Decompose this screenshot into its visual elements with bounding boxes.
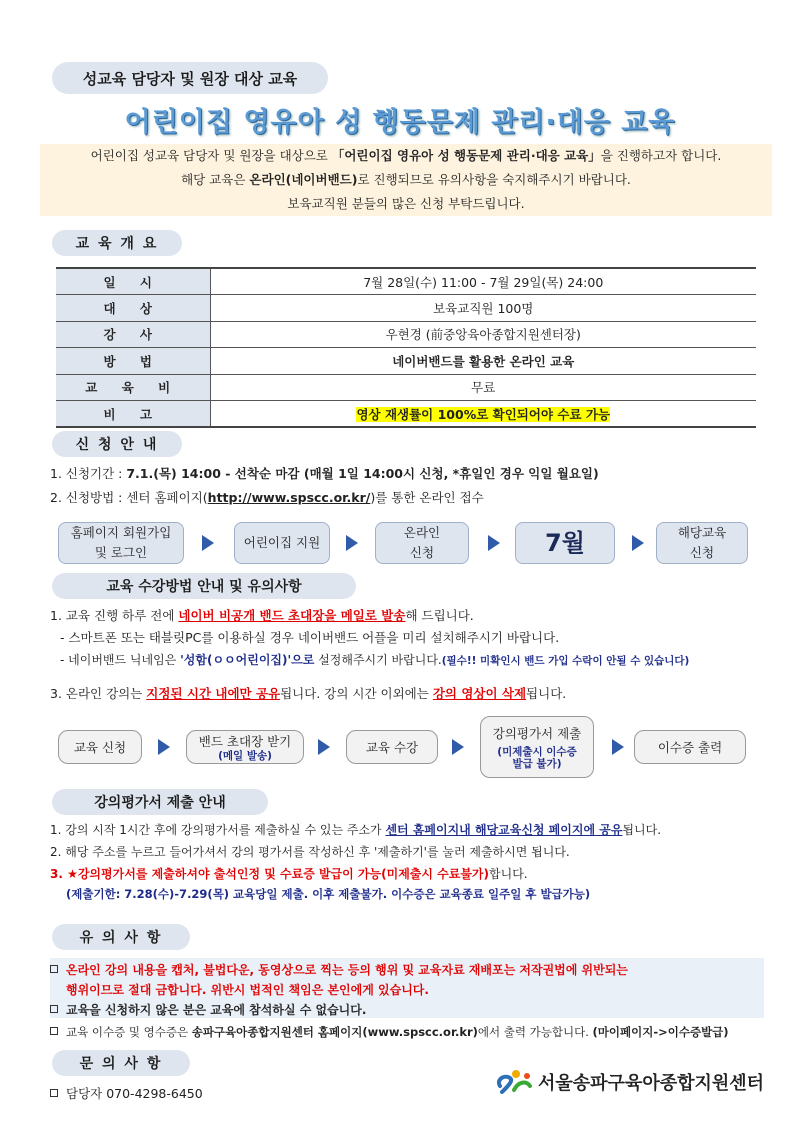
- org-name: 서울송파구육아종합지원센터: [538, 1073, 765, 1094]
- table-row: [56, 401, 756, 428]
- row-label: 대 상: [56, 295, 210, 322]
- row-value: 7월 28일(수) 11:00 - 7월 29일(목) 24:00: [210, 268, 756, 295]
- overview-heading: 교 육 개 요: [52, 230, 182, 256]
- apply-item-1: 1. 신청기간 : 7.1.(목) 14:00 - 선착순 마감 (매월 1일 14:00시 신청, *휴일인 경우 익일 월요일): [50, 466, 599, 481]
- overview-table: [56, 267, 756, 428]
- method-item-3: 3. 온라인 강의는 지정된 시간 내에만 공유됩니다. 강의 시간 이외에는 강의 영상이 삭제됩니다.: [50, 686, 567, 701]
- notice-item-3: 교육 이수증 및 영수증은 송파구육아종합지원센터 홈페이지(www.spscc.or.kr)에서 출력 가능합니다. (마이페이지->이수증발급): [50, 1022, 729, 1042]
- evaluation-deadline: (제출기한: 7.28(수)-7.29(목) 교육당일 제출. 이후 제출불가. 이수증은 교육종료 일주일 후 발급가능): [66, 887, 591, 901]
- table-row: [56, 348, 756, 375]
- flow-step-signup: 홈페이지 회원가입 및 로그인: [58, 522, 184, 564]
- arrow-icon: [202, 535, 214, 551]
- row-label: 일 시: [56, 268, 210, 295]
- flow-step-evaluation: 강의평가서 제출 (미제출시 이수증 발급 불가): [480, 716, 594, 778]
- evaluation-item-2: 2. 해당 주소를 누르고 들어가셔서 강의 평가서를 작성하신 후 '제출하기'를 눌러 제출하시면 됩니다.: [50, 845, 570, 859]
- intro-box: [40, 144, 772, 216]
- row-label: 비 고: [56, 401, 210, 428]
- row-value: 우현경 (前중앙육아종합지원센터장): [210, 321, 756, 348]
- flow-step-course: 해당교육 신청: [656, 522, 748, 564]
- contact-line: 담당자 070-4298-6450: [50, 1084, 203, 1104]
- flow-step-month: 7월: [515, 522, 615, 564]
- method-sub-2: - 네이버밴드 닉네임은 '성함(ㅇㅇ어린이집)'으로 설정해주시기 바랍니다.(필수!! 미확인시 밴드 가입 수락이 안될 수 있습니다): [60, 653, 690, 667]
- arrow-icon: [488, 535, 500, 551]
- topic-text: 성교육 담당자 및 원장 대상 교육: [82, 69, 298, 88]
- arrow-icon: [318, 739, 330, 755]
- intro-line-3: 보육교직원 분들의 많은 신청 부탁드립니다.: [287, 196, 525, 211]
- evaluation-item-3: 3. ★강의평가서를 제출하셔야 출석인정 및 수료증 발급이 가능(미제출시 수료불가)합니다.: [50, 867, 528, 881]
- row-value: 보육교직원 100명: [210, 295, 756, 322]
- method-sub-1: - 스마트폰 또는 태블릿PC를 이용하실 경우 네이버밴드 어플을 미리 설치해주시기 바랍니다.: [60, 630, 560, 645]
- flow-step-online: 온라인 신청: [375, 522, 469, 564]
- flow-step-certificate: 이수증 출력: [634, 730, 746, 764]
- method-heading: 교육 수강방법 안내 및 유의사항: [52, 573, 356, 599]
- row-value: [210, 401, 756, 428]
- arrow-icon: [612, 739, 624, 755]
- row-label: 교 육 비: [56, 374, 210, 401]
- flow-step-apply: 교육 신청: [58, 730, 142, 764]
- flow-step-attend: 교육 수강: [346, 730, 438, 764]
- row-value: 네이버밴드를 활용한 온라인 교육: [210, 348, 756, 375]
- bullet-icon: [50, 1005, 58, 1013]
- row-value: 무료: [210, 374, 756, 401]
- apply-item-2: 2. 신청방법 : 센터 홈페이지(http://www.spscc.or.kr/)를 통한 온라인 접수: [50, 490, 484, 505]
- arrow-icon: [452, 739, 464, 755]
- arrow-icon: [632, 535, 644, 551]
- table-row: [56, 374, 756, 401]
- contact-heading: 문 의 사 항: [52, 1050, 190, 1076]
- method-item-1: 1. 교육 진행 하루 전에 네이버 비공개 밴드 초대장을 메일로 발송해 드립니다.: [50, 608, 474, 623]
- homepage-link[interactable]: http://www.spscc.or.kr/: [207, 490, 371, 505]
- intro-line-2: 해당 교육은 온라인(네이버밴드)로 진행되므로 유의사항을 숙지해주시기 바랍니다.: [181, 172, 631, 187]
- row-label: 방 법: [56, 348, 210, 375]
- flow-step-invite: 밴드 초대장 받기 (메일 발송): [186, 730, 304, 764]
- evaluation-item-1: 1. 강의 시작 1시간 후에 강의평가서를 제출하실 수 있는 주소가 센터 홈페이지내 해당교육신청 페이지에 공유됩니다.: [50, 823, 662, 837]
- logo-icon: [494, 1066, 534, 1098]
- evaluation-heading: 강의평가서 제출 안내: [52, 789, 268, 815]
- bullet-icon: [50, 1089, 58, 1097]
- org-logo: [494, 1064, 766, 1100]
- table-row: [56, 268, 756, 295]
- table-row: [56, 295, 756, 322]
- notice-item-2: 교육을 신청하지 않은 분은 교육에 참석하실 수 없습니다.: [50, 1000, 366, 1020]
- apply-heading: 신 청 안 내: [52, 431, 182, 457]
- topic-badge: [52, 62, 328, 94]
- intro-line-1: 어린이집 성교육 담당자 및 원장을 대상으로 「어린이집 영유아 성 행동문제 관리·대응 교육」을 진행하고자 합니다.: [90, 148, 722, 163]
- bullet-icon: [50, 965, 58, 973]
- arrow-icon: [158, 739, 170, 755]
- highlight-note: 영상 재생률이 100%로 확인되어야 수료 가능: [356, 406, 611, 422]
- arrow-icon: [346, 535, 358, 551]
- notice-item-1: 온라인 강의 내용을 캡처, 불법다운, 동영상으로 찍는 등의 행위 및 교육자료 재배포는 저작권법에 위반되는: [50, 960, 628, 980]
- row-label: 강 사: [56, 321, 210, 348]
- table-row: [56, 321, 756, 348]
- notice-item-1-cont: 행위이므로 절대 금합니다. 위반시 법적인 책임은 본인에게 있습니다.: [66, 983, 429, 997]
- page-title: 어린이집 영유아 성 행동문제 관리·대응 교육: [124, 107, 676, 138]
- bullet-icon: [50, 1027, 58, 1035]
- flow-step-support: 어린이집 지원: [234, 522, 330, 564]
- notice-heading: 유 의 사 항: [52, 924, 190, 950]
